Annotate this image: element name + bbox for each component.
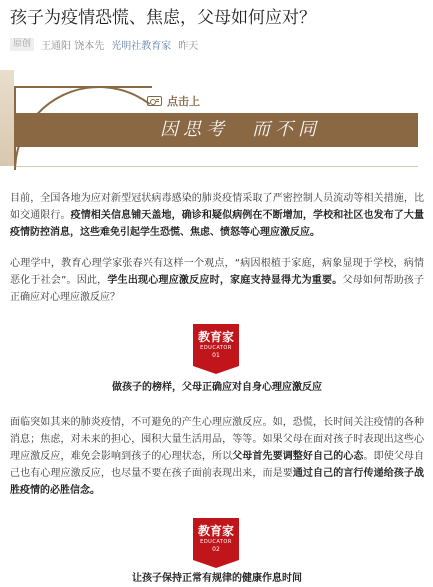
original-badge: 原创 xyxy=(10,38,34,51)
banner-left-decoration xyxy=(0,70,14,166)
educator-badge-number: 02 xyxy=(212,546,220,553)
paragraph-1 xyxy=(10,190,424,241)
paragraph-3-bold-b: 通过自己的言行传递给孩子战胜疫情的必胜信念。 xyxy=(10,468,425,496)
educator-badge-02 xyxy=(193,518,239,560)
paragraph-3-bold-a: 父母首先要调整好自己的心态 xyxy=(232,451,364,462)
article-authors: 王通阳 饶本先 xyxy=(41,40,105,52)
paragraph-3 xyxy=(10,414,424,499)
article-meta xyxy=(10,36,198,52)
educator-badge-number: 01 xyxy=(212,352,220,359)
banner-bottom-line xyxy=(16,166,418,167)
account-name-link[interactable]: 光明社教育家 xyxy=(111,40,172,52)
educator-badge-title: 教育家 xyxy=(197,524,234,538)
banner-calligraphy-text: 因思考 而不同 xyxy=(160,119,321,140)
article-title: 孩子为疫情恐慌、焦虑，父母如何应对？ xyxy=(10,8,316,28)
section-heading-2: 让孩子保持正常有规律的健康作息时间 xyxy=(132,573,302,584)
paragraph-1-bold: 疫情相关信息铺天盖地，确诊和疑似病例在不断增加，学校和社区也发布了大量疫情防控消息，这些难免引起学生恐慌、焦虑、愤怒等心理应激反应。 xyxy=(10,210,425,238)
follow-prompt-label: 点击上 xyxy=(167,95,200,108)
educator-badge-subtitle: EDUCATOR xyxy=(200,345,232,351)
follow-prompt[interactable] xyxy=(147,93,200,109)
paragraph-2 xyxy=(10,255,424,306)
educator-badge-01 xyxy=(193,324,239,366)
section-heading-1: 做孩子的榜样，父母正确应对自身心理应激反应 xyxy=(112,382,322,393)
publish-time: 昨天 xyxy=(178,40,199,52)
radio-icon xyxy=(147,96,162,106)
educator-badge-title: 教育家 xyxy=(197,330,234,344)
paragraph-1-text: 目前，全国各地为应对新型冠状病毒感染的肺炎疫情采取了严密控制人员流动等相关措施，比如交通限行。 xyxy=(10,193,424,221)
paragraph-2-text: 心理学中，教育心理学家张春兴有这样一个观点，“病因根植于家庭，病象显现于学校，病情恶化于社会”。因此， xyxy=(10,258,424,286)
educator-badge-subtitle: EDUCATOR xyxy=(200,539,232,545)
paragraph-2-bold: 学生出现心理应激反应时，家庭支持显得尤为重要。 xyxy=(107,275,343,286)
paragraph-2-question: 父母如何帮助孩子正确应对心理应激反应？ xyxy=(10,275,425,303)
header-banner xyxy=(0,70,433,170)
paragraph-3-text-b: 。即使父母自己也有心理应激反应，也尽量不要在孩子面前表现出来，而是要 xyxy=(10,451,425,479)
paragraph-3-text-a: 面临突如其来的肺炎疫情，不可避免的产生心理应激反应。如，恐慌，长时间关注疫情的各种消息；焦虑，对未来的担心，囤积大量生活用品，等等。如果父母在面对孩子时表现出这些心理应激反应，难免会影响到孩子的心理状态，所以 xyxy=(10,417,424,462)
